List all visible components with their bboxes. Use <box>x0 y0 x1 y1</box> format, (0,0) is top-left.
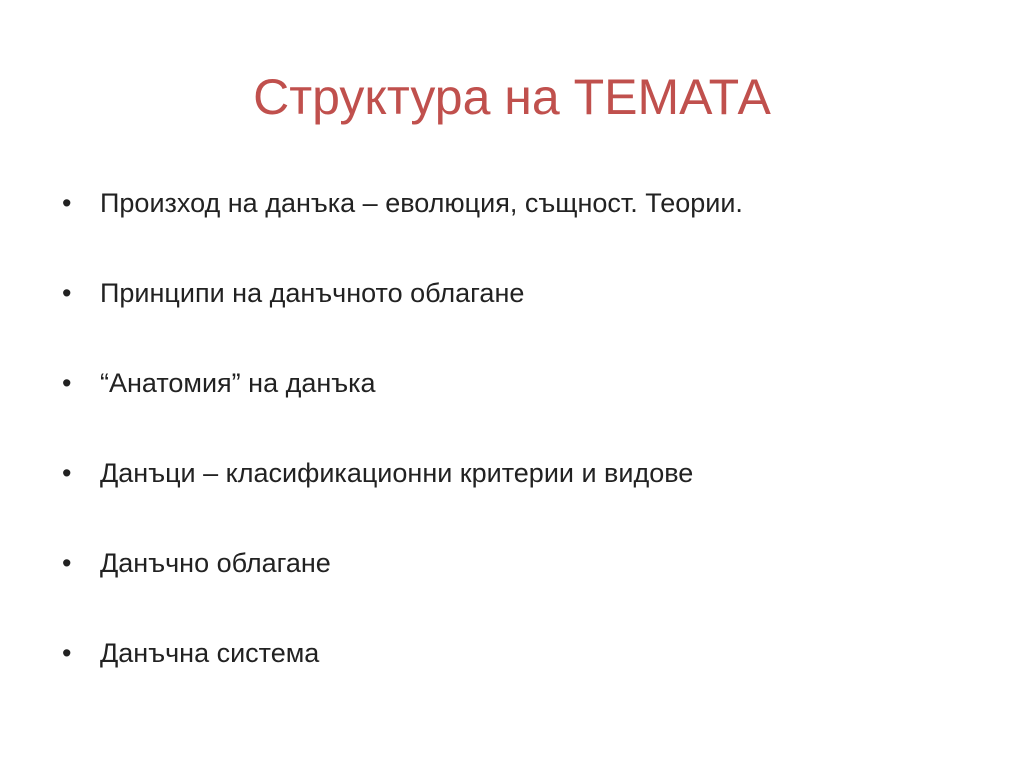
list-item-text: Произход на данъка – еволюция, същност. Теории. <box>100 188 743 218</box>
bullet-icon: • <box>62 368 72 398</box>
list-item <box>62 450 962 540</box>
list-item <box>62 360 962 450</box>
list-item <box>62 180 962 270</box>
list-item-text: Данъци – класификационни критерии и видове <box>100 458 694 488</box>
bullet-list <box>62 180 962 720</box>
list-item <box>62 540 962 630</box>
bullet-icon: • <box>62 278 72 308</box>
list-item-text: “Анатомия” на данъка <box>100 368 376 398</box>
list-item <box>62 630 962 720</box>
list-item-text: Принципи на данъчното облагане <box>100 278 525 308</box>
bullet-icon: • <box>62 458 72 488</box>
list-item-text: Данъчна система <box>100 638 320 668</box>
bullet-icon: • <box>62 548 72 578</box>
list-item <box>62 270 962 360</box>
bullet-icon: • <box>62 638 72 668</box>
slide-title: Структура на ТЕМАТА <box>253 69 771 125</box>
bullet-icon: • <box>62 188 72 218</box>
list-item-text: Данъчно облагане <box>100 548 331 578</box>
